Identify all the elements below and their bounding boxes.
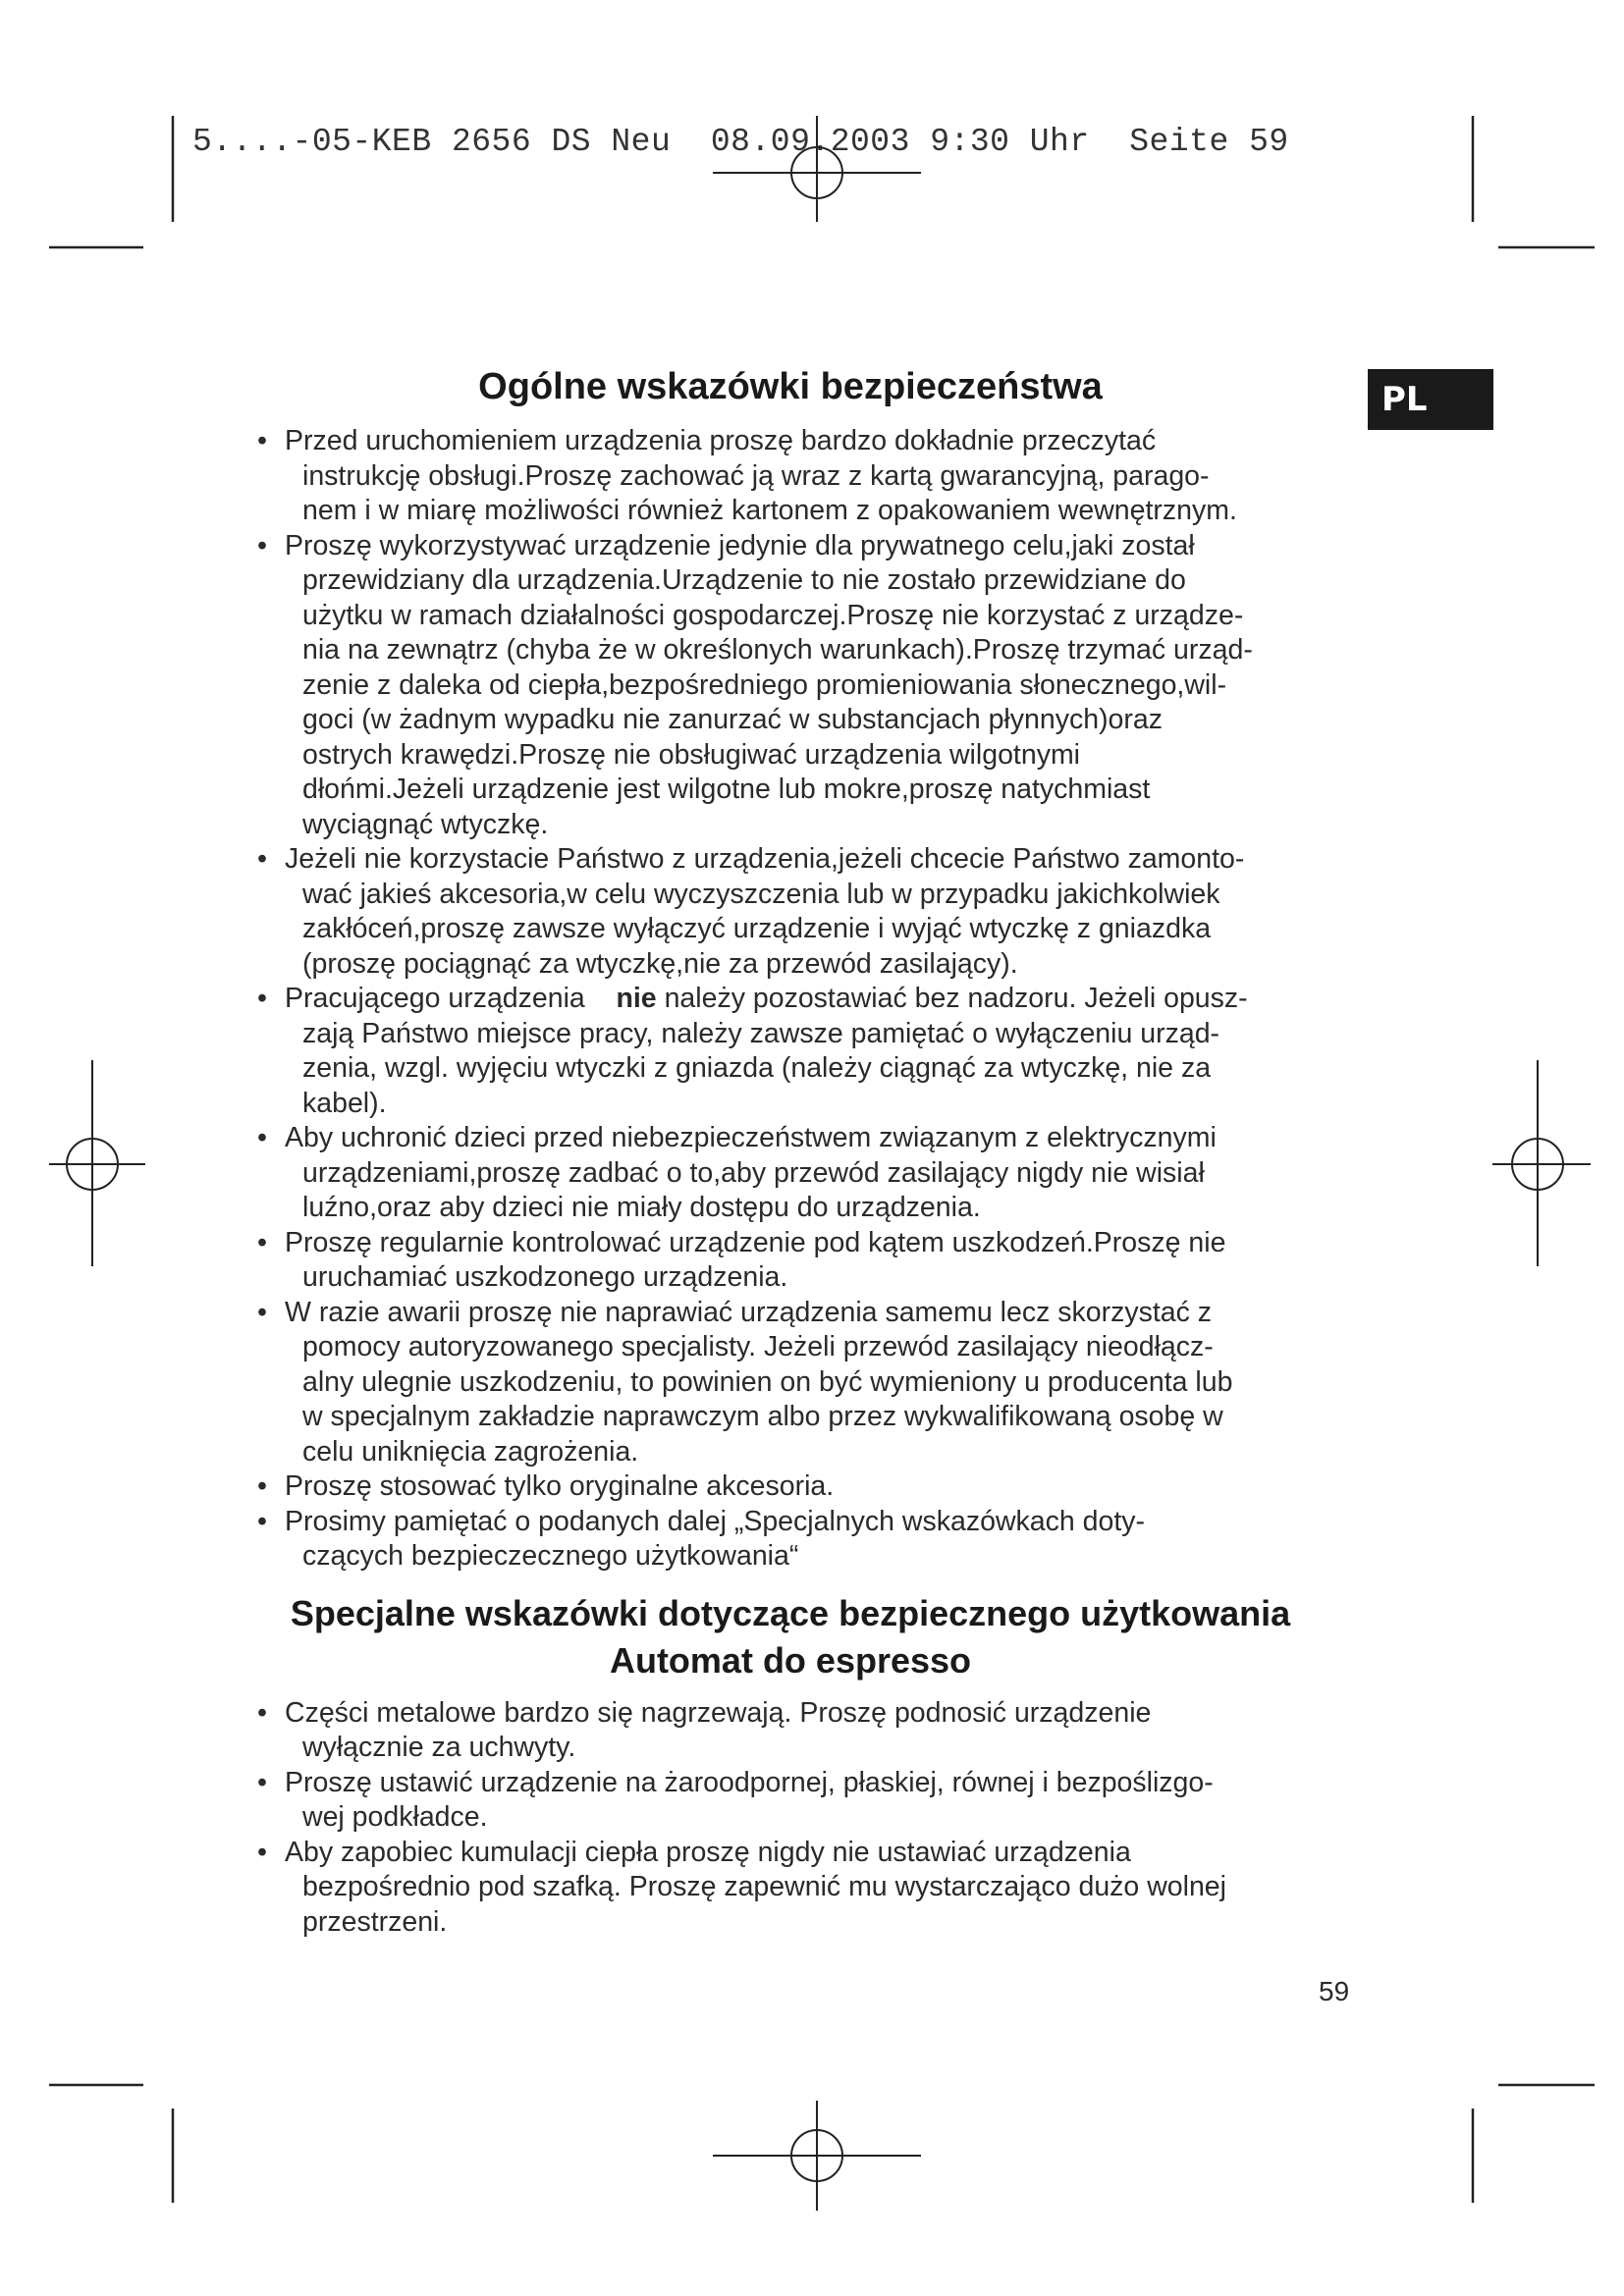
list-item: • Części metalowe bardzo się nagrzewają. Proszę podnosić urządzenie wyłącznie za uchwyty. <box>257 1696 1152 1763</box>
list-item: • Aby uchronić dzieci przed niebezpieczeństwem związanym z elektrycznymi urządzeniami,proszę zadbać o to,aby przewód zasilający nigdy nie wisiał luźno,oraz aby dzieci nie miały dostępu do urządzenia. <box>257 1122 1217 1223</box>
list-item: • Prosimy pamiętać o podanych dalej „Specjalnych wskazówkach doty- czących bezpieczecznego użytkowania“ <box>257 1505 1145 1572</box>
section1-list <box>245 424 1335 1575</box>
language-badge: PL <box>1368 369 1493 430</box>
list-item: • Jeżeli nie korzystacie Państwo z urządzenia,jeżeli chcecie Państwo zamonto- wać jakieś akcesoria,w celu wyczyszczenia lub w przypadku jakichkolwiek zakłóceń,proszę zawsze wyłączyć urządzenie i wyjąć wtyczkę z gniazdka (proszę pociągnąć za wtyczkę,nie za przewód zasilający). <box>257 843 1245 980</box>
document-body <box>245 361 1335 1940</box>
page-number: 59 <box>1319 1976 1350 2006</box>
section1-title: Ogólne wskazówki bezpieczeństwa <box>478 366 1103 407</box>
print-header: 5....-05-KEB 2656 DS Neu 08.09.2003 9:30 Uhr Seite 59 <box>192 124 1289 160</box>
section2-title: Specjalne wskazówki dotyczące bezpiecznego użytkowania Automat do espresso <box>290 1592 1291 1681</box>
list-item: • Proszę stosować tylko oryginalne akcesoria. <box>257 1470 835 1502</box>
section2-list <box>245 1696 1335 1941</box>
list-item: • Proszę regularnie kontrolować urządzenie pod kątem uszkodzeń.Proszę nie uruchamiać uszkodzonego urządzenia. <box>257 1226 1226 1293</box>
list-item: • W razie awarii proszę nie naprawiać urządzenia samemu lecz skorzystać z pomocy autoryzowanego specjalisty. Jeżeli przewód zasilający nieodłącz- alny ulegnie uszkodzeniu, to powinien on być wymieniony u producenta lub w specjalnym zakładzie naprawczym albo przez wykwalifikowaną osobę w celu uniknięcia zagrożenia. <box>257 1296 1233 1468</box>
list-item: • Proszę ustawić urządzenie na żaroodpornej, płaskiej, równej i bezpoślizgo- wej podkładce. <box>257 1766 1214 1833</box>
list-item: • Aby zapobiec kumulacji ciepła proszę nigdy nie ustawiać urządzenia bezpośrednio pod szafką. Proszę zapewnić mu wystarczająco dużo wolnej przestrzeni. <box>257 1836 1226 1938</box>
list-item: • Pracującego urządzenia nie należy pozostawiać bez nadzoru. Jeżeli opusz- zają Państwo miejsce pracy, należy zawsze pamiętać o wyłączeniu urząd- zenia, wzgl. wyjęciu wtyczki z gniazda (należy ciągnąć za wtyczkę, nie za kabel). <box>257 983 1248 1119</box>
list-item: • Przed uruchomieniem urządzenia proszę bardzo dokładnie przeczytać instrukcję obsługi.Proszę zachować ją wraz z kartą gwarancyjną, parago- nem i w miarę możliwości również kartonem z opakowaniem wewnętrznym. <box>257 425 1237 526</box>
list-item: • Proszę wykorzystywać urządzenie jedynie dla prywatnego celu,jaki został przewidziany dla urządzenia.Urządzenie to nie zostało przewidziane do użytku w ramach działalności gospodarczej.Proszę nie korzystać z urządze- nia na zewnątrz (chyba że w określonych warunkach).Proszę trzymać urząd- zenie z daleka od ciepła,bezpośredniego promieniowania słonecznego,wil- goci (w żadnym wypadku nie zanurzać w substancjach płynnych)oraz ostrych krawędzi.Proszę nie obsługiwać urządzenia wilgotnymi dłońmi.Jeżeli urządzenie jest wilgotne lub mokre,proszę natychmiast wyciągnąć wtyczkę. <box>257 529 1253 840</box>
